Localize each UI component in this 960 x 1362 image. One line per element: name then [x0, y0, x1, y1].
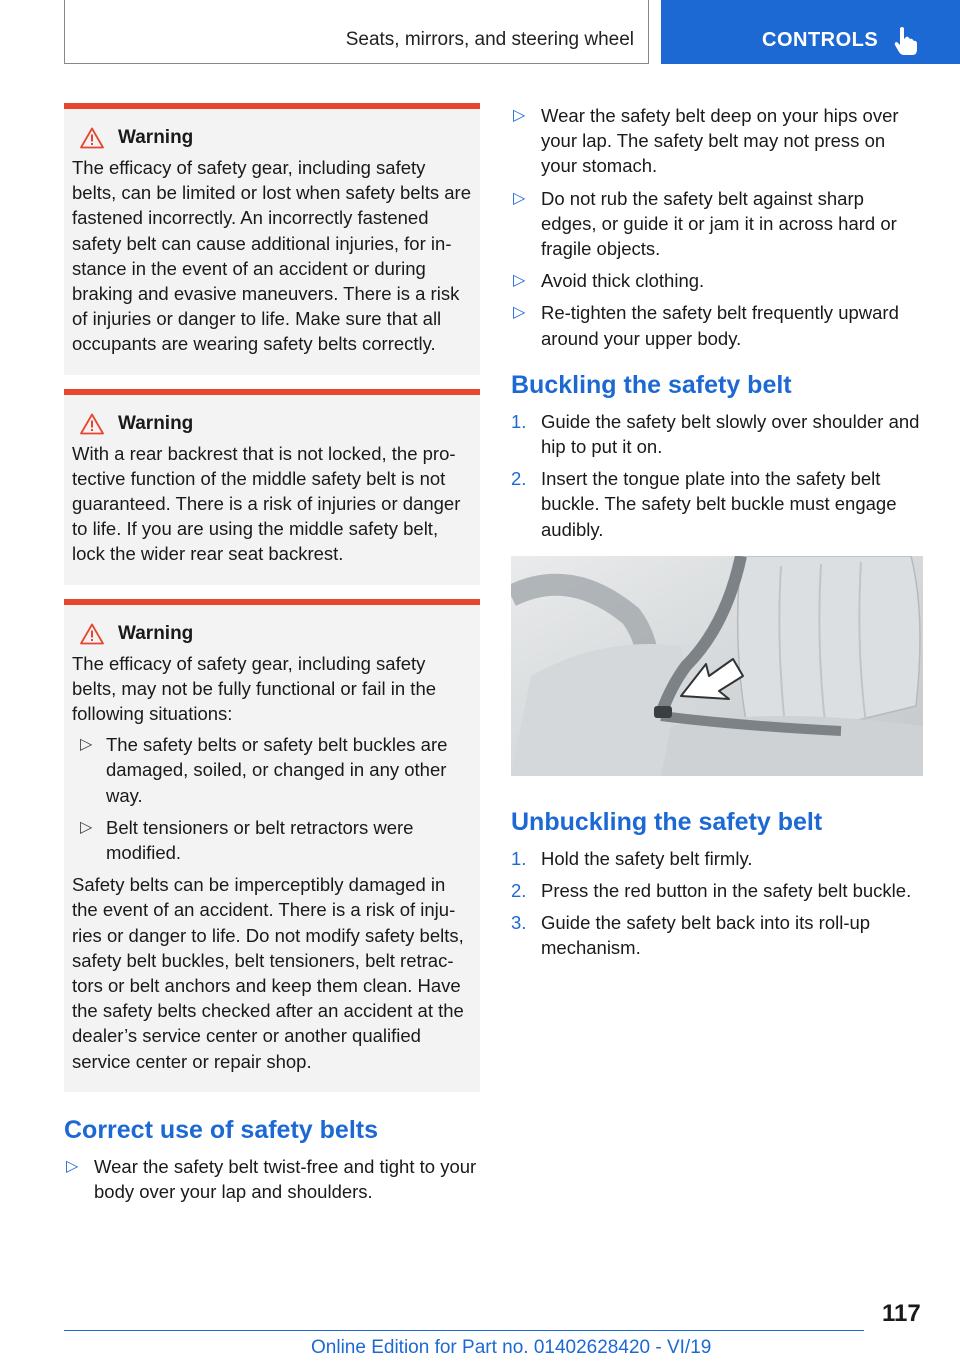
- correct-use-list-part2: [511, 103, 923, 351]
- correct-use-list-part1: [64, 1154, 480, 1204]
- warning-box-2: [64, 389, 480, 585]
- bullet-triangle-icon: ▷: [513, 189, 526, 207]
- step-text: Press the red button in the safety belt buckle.: [541, 880, 912, 902]
- list-item: [511, 300, 923, 350]
- seat-belt-buckle-illustration: [511, 556, 923, 776]
- buckling-steps: [511, 409, 923, 542]
- step-text: Hold the safety belt firmly.: [541, 847, 753, 869]
- step-number: 1.: [511, 410, 527, 432]
- footer-edition-link[interactable]: Online Edition for Part no. 01402628420 - VI/19: [311, 1337, 712, 1358]
- step-text: Guide the safety belt slowly over shoulder and hip to put it on.: [541, 410, 920, 458]
- footer-divider: [64, 1330, 864, 1331]
- list-item-text: Do not rub the safety belt against sharp edges, or guide it or jam it in across hard or fragile objects.: [541, 187, 897, 260]
- section-heading-unbuckling: Unbuckling the safety belt: [511, 807, 823, 836]
- bullet-triangle-icon: ▷: [513, 107, 526, 124]
- step-number: 1.: [511, 847, 527, 869]
- warning-title: Warning: [118, 127, 194, 148]
- warning-box-3: [64, 599, 480, 1092]
- bullet-triangle-icon: ▷: [80, 818, 93, 836]
- list-item-text: Avoid thick clothing.: [541, 270, 705, 292]
- step-number: 3.: [511, 912, 527, 934]
- chapter-title: CONTROLS: [762, 29, 879, 51]
- warning-triangle-icon: [80, 413, 104, 435]
- pointing-hand-icon: [893, 26, 919, 56]
- step-item: [511, 910, 923, 960]
- warning-box-1: [64, 103, 480, 375]
- seat-illustration-graphic: [511, 556, 923, 776]
- list-item: [511, 103, 923, 179]
- list-item-text: Re-tighten the safety belt frequently upward around your upper body.: [541, 302, 899, 349]
- bullet-triangle-icon: ▷: [513, 272, 526, 290]
- warning-bullet-list: [72, 732, 474, 865]
- right-column: [511, 103, 923, 968]
- step-item: [511, 466, 923, 542]
- warning-title: Warning: [118, 622, 194, 644]
- step-number: 2.: [511, 880, 527, 902]
- header-chapter-tab[interactable]: [661, 0, 960, 64]
- step-text: Guide the safety belt back into its roll-up mechanism.: [541, 912, 871, 959]
- step-item: [511, 846, 923, 871]
- list-item: [511, 186, 923, 262]
- list-item: [72, 732, 474, 808]
- step-text: Insert the tongue plate into the safety belt buckle. The safety belt buckle must engage audibly.: [541, 468, 897, 540]
- step-item: [511, 878, 923, 903]
- unbuckling-steps: [511, 846, 923, 961]
- section-heading-correct-use: Correct use of safety belts: [64, 1115, 378, 1144]
- bullet-triangle-icon: ▷: [80, 736, 93, 754]
- section-title: Seats, mirrors, and steering wheel: [345, 29, 634, 50]
- bullet-triangle-icon: ▷: [513, 304, 526, 322]
- list-item: [72, 815, 474, 865]
- header-section-box: [64, 0, 649, 64]
- warning-triangle-icon: [80, 127, 104, 149]
- page-number: 117: [882, 1300, 921, 1327]
- step-number: 2.: [511, 468, 527, 490]
- step-item: [511, 409, 923, 459]
- left-column: [64, 103, 480, 1211]
- warning-text-intro: The efficacy of safety gear, including safety belts, may not be fully functional or fail in the following situations:: [72, 652, 437, 725]
- warning-text: With a rear backrest that is not locked, the protective function of the middle safety belt is not guaranteed. There is a risk of injuries or danger to life. If you are using the middle safety belt, lock the wider rear seat backrest.: [72, 442, 461, 565]
- warning-triangle-icon: [80, 623, 104, 645]
- list-item-text: Wear the safety belt deep on your hips over your lap. The safety belt may not press on your stomach.: [541, 105, 899, 177]
- bullet-triangle-icon: ▷: [66, 1157, 79, 1175]
- list-item-text: Wear the safety belt twist-free and tight to your body over your lap and shoulders.: [94, 1155, 477, 1203]
- list-item: [511, 268, 923, 293]
- list-item: [64, 1154, 480, 1204]
- warning-text-outro: Safety belts can be imperceptibly damaged in the event of an accident. There is a risk of injuries or danger to life. Do not modify safety belts, safety belt buckles, belt tensioners, belt retractors or belt anchors and keep them clean. Have the safety belts checked after an accident at the dealer’s service center or another qualified service center or repair shop.: [72, 874, 464, 1072]
- list-item-text: The safety belts or safety belt buckles are damaged, soiled, or changed in any other way.: [106, 734, 448, 806]
- section-heading-buckling: Buckling the safety belt: [511, 370, 792, 399]
- warning-text: The efficacy of safety gear, including safety belts, can be limited or lost when safety belts are fastened incorrectly. An incorrectly fastened safety belt can cause additional injuries, for instance in the event of an accident or during braking and evasive maneuvers. There is a risk of injuries or danger to life. Make sure that all occupants are wearing safety belts correctly.: [72, 157, 471, 355]
- warning-title: Warning: [118, 412, 194, 434]
- list-item-text: Belt tensioners or belt retractors were modified.: [106, 816, 414, 864]
